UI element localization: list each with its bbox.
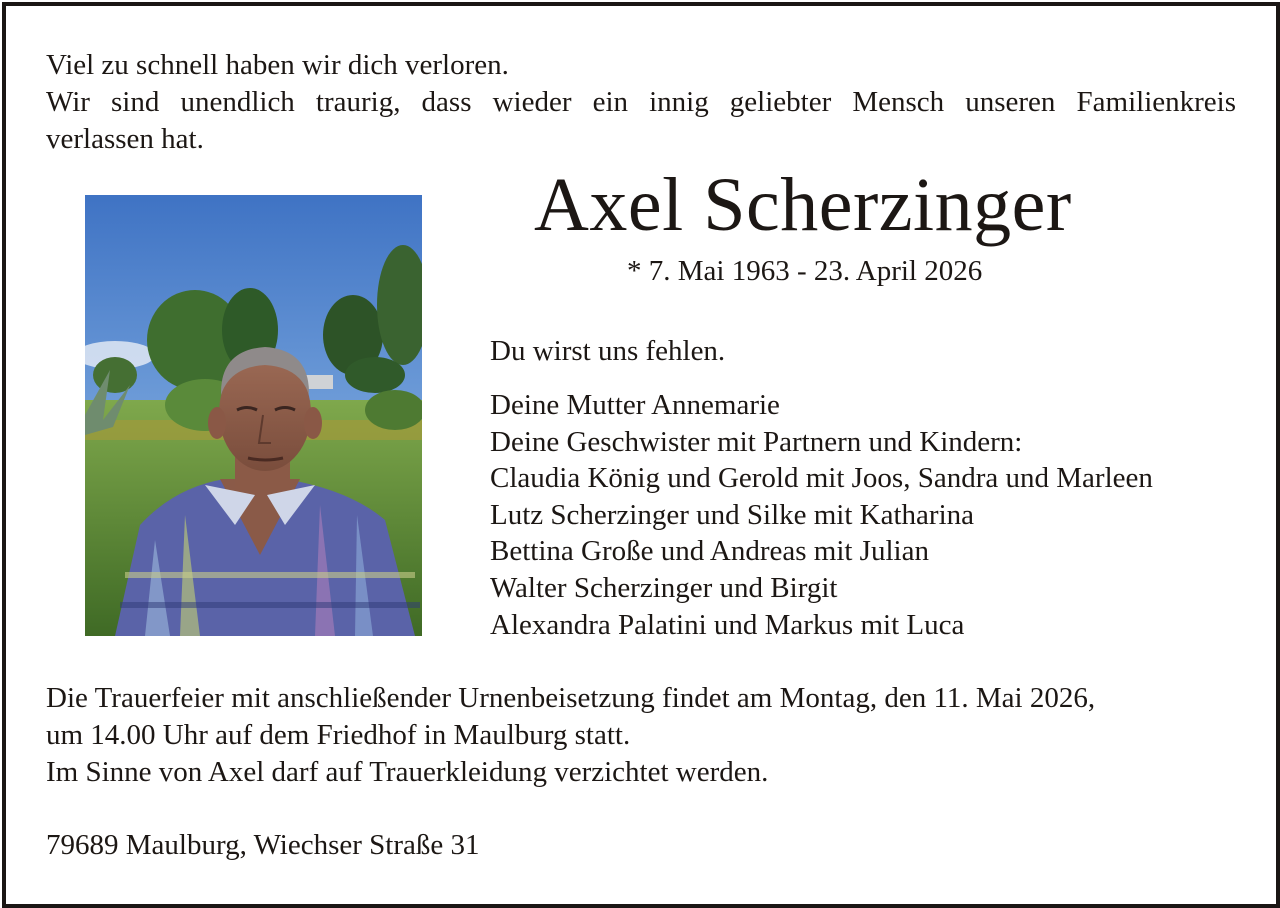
mourner-line: Deine Geschwister mit Partnern und Kindern: bbox=[490, 425, 1023, 458]
family-address: 79689 Maulburg, Wiechser Straße 31 bbox=[46, 829, 480, 861]
portrait-photo bbox=[85, 195, 422, 636]
life-dates: * 7. Mai 1963 - 23. April 2026 bbox=[627, 255, 983, 287]
intro-line-2: Wir sind unendlich traurig, dass wieder ein innig geliebter Mensch unseren Familienkreis bbox=[46, 86, 1236, 118]
mourner-line: Alexandra Palatini und Markus mit Luca bbox=[490, 608, 965, 641]
mourners-list bbox=[490, 387, 1153, 643]
service-line-1: Die Trauerfeier mit anschließender Urnenbeisetzung findet am Montag, den 11. Mai 2026, bbox=[46, 682, 1096, 714]
intro-line-3: verlassen hat. bbox=[46, 123, 204, 155]
intro-line-1: Viel zu schnell haben wir dich verloren. bbox=[46, 49, 509, 81]
deceased-name: Axel Scherzinger bbox=[534, 163, 1072, 247]
mourner-line: Bettina Große und Andreas mit Julian bbox=[490, 535, 929, 568]
mourner-line: Deine Mutter Annemarie bbox=[490, 389, 780, 421]
mourner-line: Walter Scherzinger und Birgit bbox=[490, 571, 838, 604]
service-details bbox=[46, 680, 1095, 791]
service-line-3: Im Sinne von Axel darf auf Trauerkleidung verzichtet werden. bbox=[46, 756, 769, 788]
service-line-2: um 14.00 Uhr auf dem Friedhof in Maulburg statt. bbox=[46, 719, 631, 751]
mourner-line: Lutz Scherzinger und Silke mit Katharina bbox=[490, 498, 974, 531]
intro-text bbox=[46, 47, 1236, 158]
mourner-line: Claudia König und Gerold mit Joos, Sandra und Marleen bbox=[490, 462, 1153, 495]
farewell-message: Du wirst uns fehlen. bbox=[490, 335, 726, 367]
